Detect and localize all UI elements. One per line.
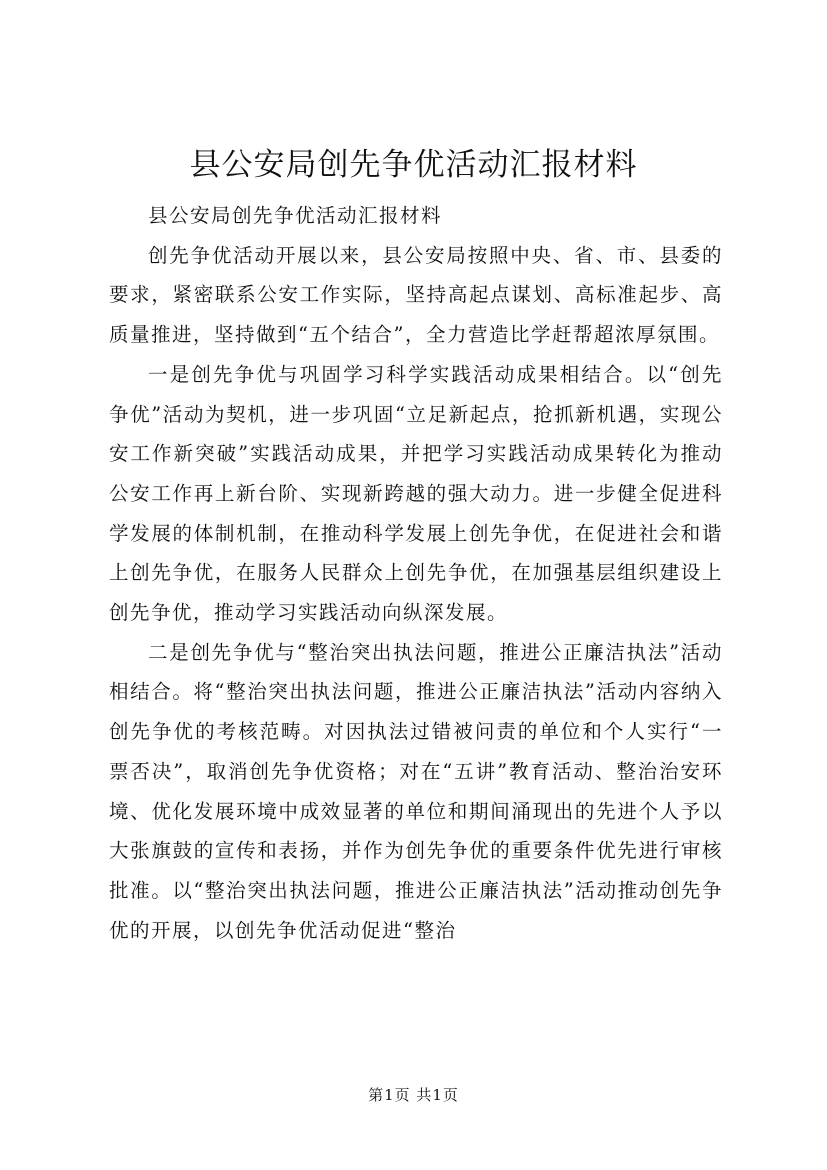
- document-body: [109, 196, 723, 950]
- paragraph-intro: 创先争优活动开展以来，县公安局按照中央、省、市、县委的要求，紧密联系公安工作实际，坚持高起点谋划、高标准起步、高质量推进，坚持做到“五个结合”，全力营造比学赶帮超浓厚氛围。: [109, 243, 723, 347]
- page-number-footer: 第1页 共1页: [368, 1086, 459, 1104]
- paragraph-subtitle: 县公安局创先争优活动汇报材料: [148, 204, 443, 227]
- paragraph-point-one: 一是创先争优与巩固学习科学实践活动成果相结合。以“创先争优”活动为契机，进一步巩固“立足新起点，抢抓新机遇，实现公安工作新突破”实践活动成果，并把学习实践活动成果转化为推动公安工作再上新台阶、实现新跨越的强大动力。进一步健全促进科学发展的体制机制，在推动科学发展上创先争优，在促进社会和谐上创先争优，在服务人民群众上创先争优，在加强基层组织建设上创先争优，推动学习实践活动向纵深发展。: [109, 362, 723, 625]
- document-title: 县公安局创先争优活动汇报材料: [189, 147, 638, 183]
- paragraph-point-two: 二是创先争优与“整治突出执法问题，推进公正廉洁执法”活动相结合。将“整治突出执法问题，推进公正廉洁执法”活动内容纳入创先争优的考核范畴。对因执法过错被问责的单位和个人实行“一票否决”，取消创先争优资格；对在“五讲”教育活动、整治治安环境、优化发展环境中成效显著的单位和期间涌现出的先进个人予以大张旗鼓的宣传和表扬，并作为创先争优的重要条件优先进行审核批准。以“整治突出执法问题，推进公正廉洁执法”活动推动创先争优的开展，以创先争优活动促进“整治: [109, 640, 723, 942]
